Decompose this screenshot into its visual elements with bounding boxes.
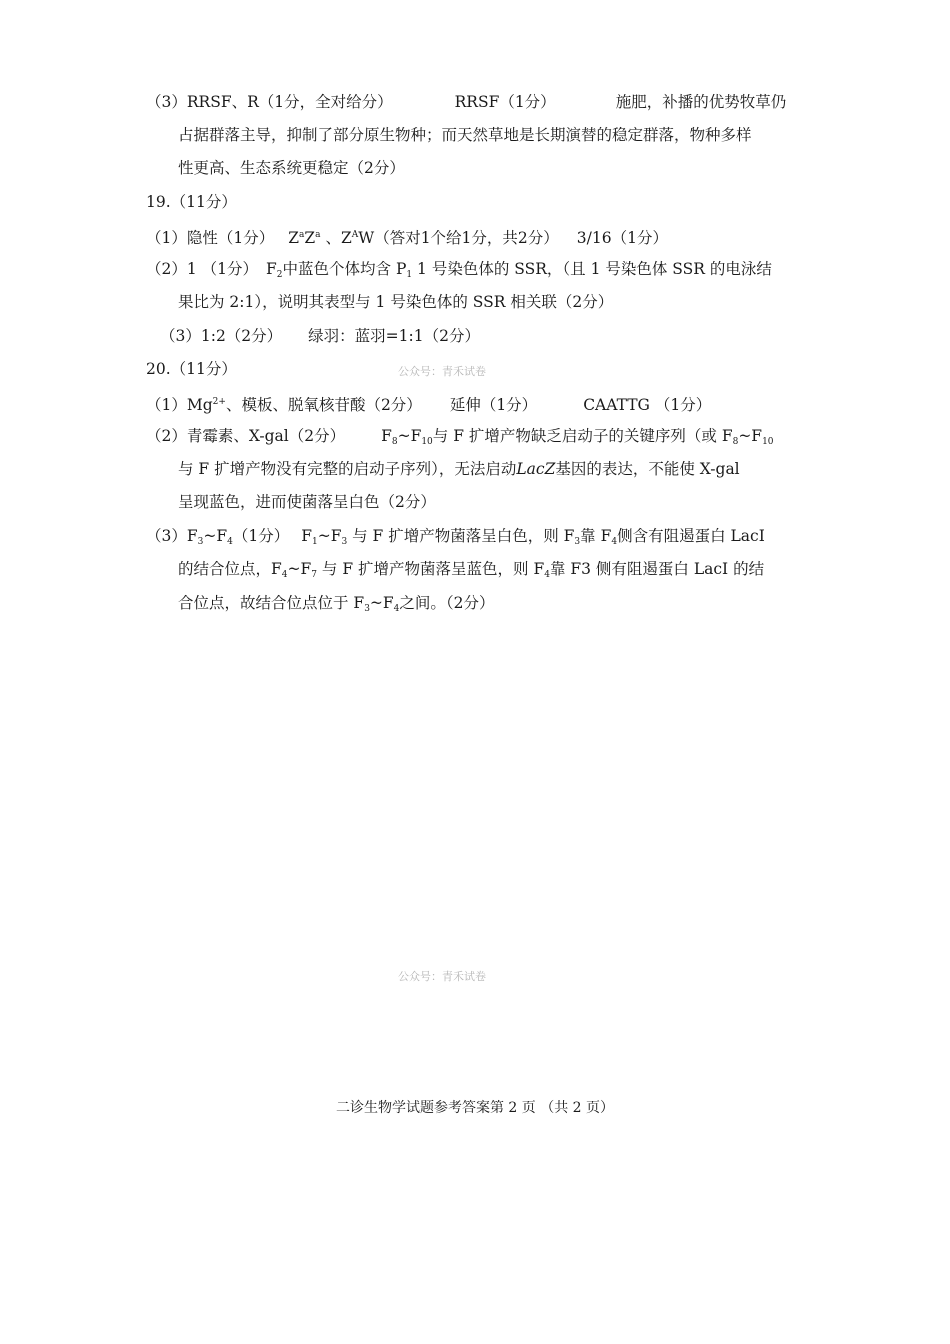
watermark-2: 公众号：青禾试卷 <box>398 970 486 983</box>
q18-part3-line3: 性更高、生态系统更稳定（2分） <box>178 159 405 177</box>
q18-part3-answer-b: RRSF（1分） <box>454 93 556 111</box>
page-footer: 二诊生物学试题参考答案第 2 页 （共 2 页） <box>335 1100 615 1116</box>
q19-part1-w: W（答对1个给1分，共2分） <box>358 229 559 247</box>
q20-part2-line1: （2）青霉素、X-gal（2分） $F_8\sim F_{10}$与 F 扩增产物缺乏启动子的关键序列（或 $F_8\sim F_{10}$ <box>146 427 774 447</box>
q18-part3-answer-a: （3）RRSF、R（1分，全对给分） <box>146 93 393 111</box>
q20-part2-line3: 呈现蓝色，进而使菌落呈白色（2分） <box>178 493 436 511</box>
watermark-1: 公众号：青禾试卷 <box>398 365 486 378</box>
q19-heading: 19.（11分） <box>146 193 237 211</box>
q19-part3: （3）1:2（2分） 绿羽：蓝羽=1:1（2分） <box>160 327 480 345</box>
q20-heading: 20.（11分） <box>146 360 237 378</box>
q19-part1-a: （1）隐性（1分） <box>146 229 275 247</box>
q20-part1: $(1)Mg^{2+}$、模板、脱氧核苷酸（2分） 延伸（1分） CAATTG （1分） <box>146 396 712 414</box>
q20-part3-line1: $(3)F_3\sim F_4(1$分） $F_1\sim F_3$ 与 F 扩增产物菌落呈白色，则 $F_3$靠 $F_4$侧含有阻遏蛋白 LacI <box>146 527 765 547</box>
q18-part3-line2: 占据群落主导，抑制了部分原生物种；而天然草地是长期演替的稳定群落，物种多样 <box>178 126 752 144</box>
q18-part3-line1 <box>146 92 786 112</box>
q19-genotype-2: $Z^A$ <box>340 229 359 247</box>
lacz-gene-name: LacZ <box>516 460 556 478</box>
q20-part2-line2: 与 F 扩增产物没有完整的启动子序列），无法启动LacZ基因的表达，不能使 X-gal <box>178 460 740 478</box>
q19-part2-line1: （2）1 （1分） $F_2$中蓝色个体均含 $P_1$ 1 号染色体的 SSR，（且 1 号染色体 SSR 的电泳结 <box>146 260 772 280</box>
q19-part2-line2: 果比为 2:1），说明其表型与 1 号染色体的 SSR 相关联（2分） <box>178 293 614 311</box>
q18-part3-answer-c: 施肥，补播的优势牧草仍 <box>615 93 787 111</box>
q20-part3-line3: 合位点，故结合位点位于 $F_3\sim F_4$之间。（2分） <box>178 594 495 614</box>
q19-part1-c: 3/16（1分） <box>576 229 668 247</box>
q20-part3-line2: 的结合位点，$F_4\sim F_7$ 与 F 扩增产物菌落呈蓝色，则 $F_4$靠 F3 侧有阻遏蛋白 LacI 的结 <box>178 560 765 580</box>
q19-part1: （1）隐性（1分） $Z^aZ^a$ 、$Z^AW$（答对1个给1分，共2分） 3/16（1分） <box>146 229 668 247</box>
q19-genotype-1: $Z^aZ^a$ <box>288 229 321 247</box>
